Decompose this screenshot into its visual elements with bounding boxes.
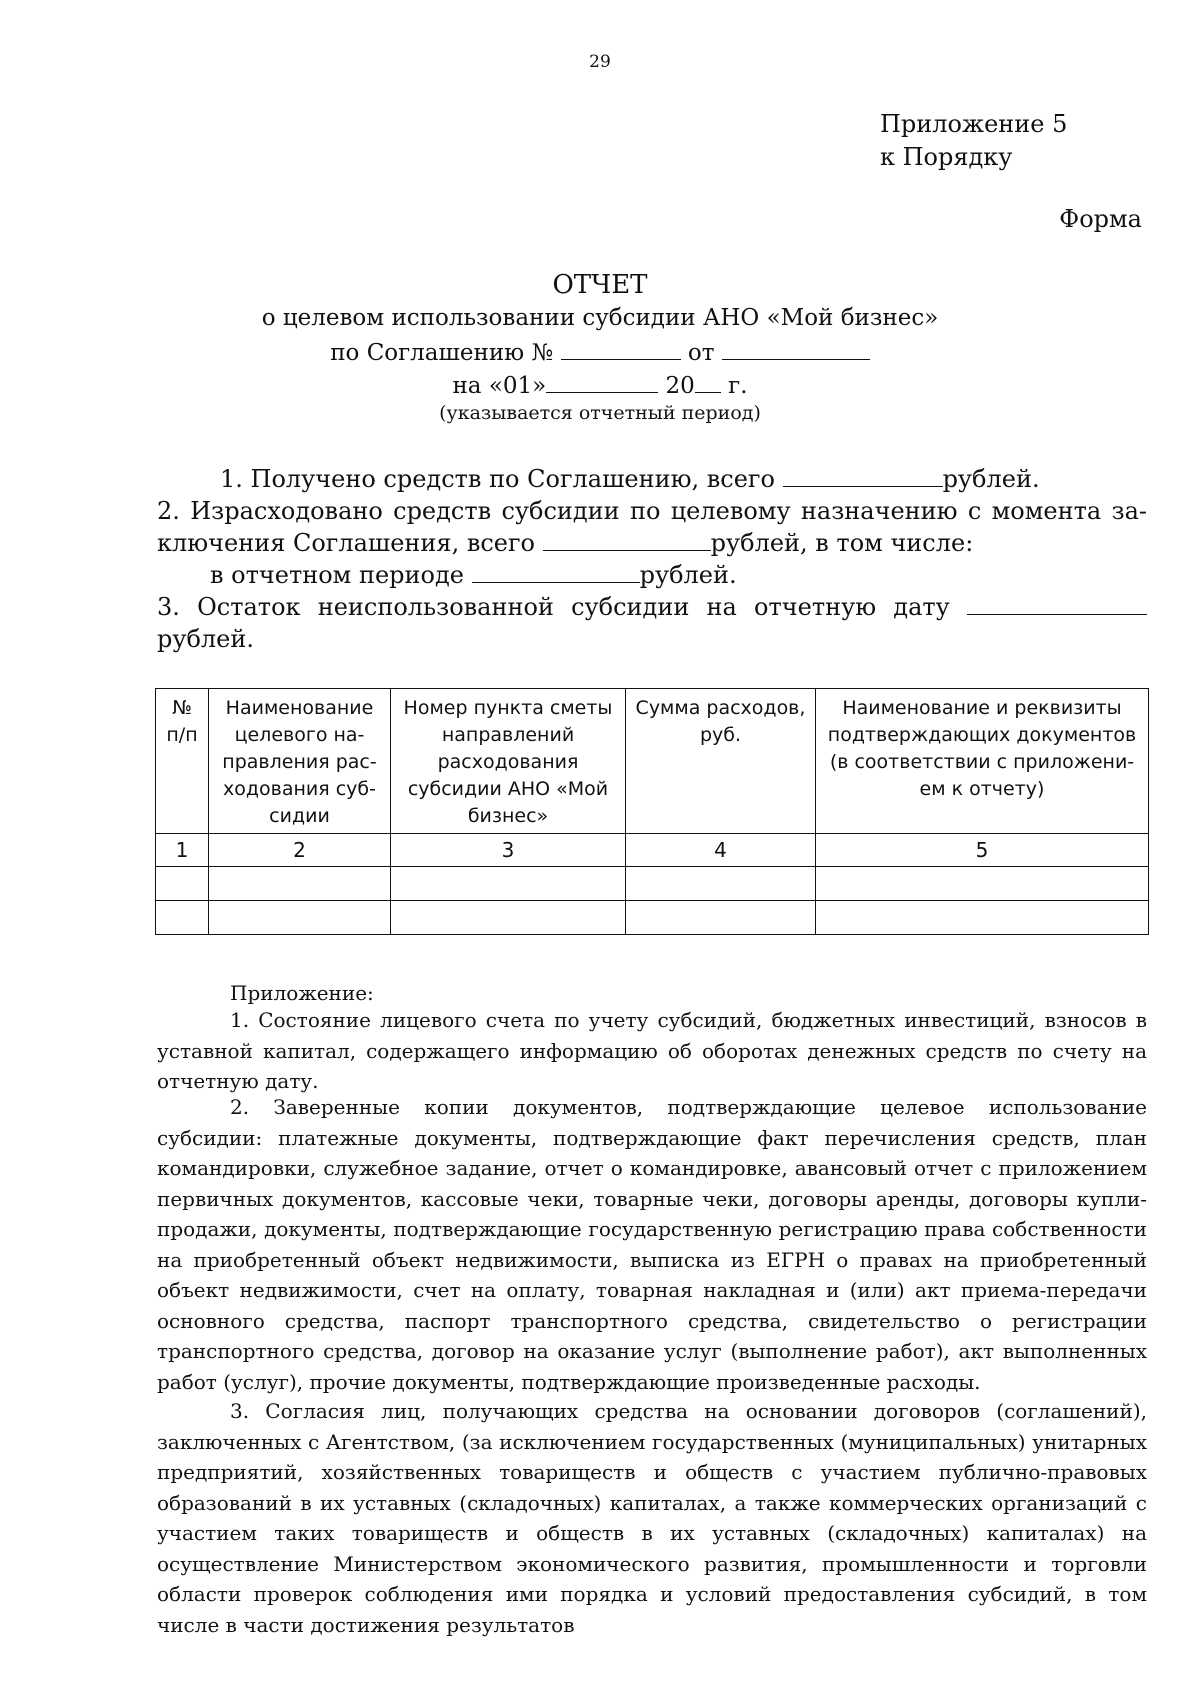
date-prefix: на «01» [452, 373, 547, 399]
report-date-line [0, 372, 1200, 399]
header-number: № п/п [156, 689, 209, 834]
table-cell[interactable] [156, 901, 209, 935]
agreement-line [0, 339, 1200, 366]
item-2-period-prefix: в отчетном периоде [210, 561, 464, 589]
item-3-text: 3. Остаток неиспользованной субсидии на отчетную дату [157, 593, 950, 621]
item-1-amount-field[interactable] [783, 466, 943, 487]
agreement-date-field[interactable] [722, 339, 870, 360]
period-note: (указывается отчетный период) [439, 402, 761, 424]
agreement-from: от [687, 340, 715, 366]
page-number: 29 [589, 52, 611, 72]
expense-table [155, 688, 1149, 935]
table-cell[interactable] [816, 901, 1149, 935]
table-header-row [156, 689, 1149, 834]
item-2-suffix: рублей, в том числе: [710, 529, 974, 557]
agreement-prefix: по Соглашению № [330, 340, 554, 366]
table-cell[interactable] [626, 867, 816, 901]
item-1-unit: рублей. [942, 465, 1040, 493]
column-number: 3 [391, 834, 626, 867]
table-cell[interactable] [391, 867, 626, 901]
item-3-amount-field[interactable] [967, 594, 1147, 615]
item-2-line-2 [157, 527, 973, 559]
appendix-item-3: 3. Согласия лиц, получающих средства на основании договоров (соглашений), заключенных с Агентством, (за исключением государственных (муниципальных) унитарных предприятий, хозяйственных товариществ и обществ с участием публично-правовых образований в их уставных (складочных) капиталах, а также коммерческих организаций с участием таких товариществ и обществ в их уставных (складочных) капиталах) на осуществление Министерством экономического развития, промышленности и торговли области проверок соблюдения ими порядка и условий предоставления субсидий, в том числе в части достижения результатов [157, 1399, 1147, 1637]
date-year-field[interactable] [695, 372, 721, 393]
agreement-number-field[interactable] [561, 339, 681, 360]
table-row [156, 901, 1149, 935]
column-number: 2 [209, 834, 391, 867]
appendix-reference [880, 108, 1067, 174]
date-suffix: г. [728, 373, 748, 399]
table-cell[interactable] [209, 867, 391, 901]
table-cell[interactable] [816, 867, 1149, 901]
item-1 [220, 463, 1040, 495]
item-2-prefix: ключения Соглашения, всего [157, 529, 535, 557]
appendix-item-1: 1. Состояние лицевого счета по учету субсидий, бюджетных инвестиций, взносов в уставной капитал, содержащего информацию об оборотах денежных средств по счету на отчетную дату. [157, 1008, 1147, 1093]
item-2-period-amount-field[interactable] [472, 562, 640, 583]
column-number: 5 [816, 834, 1149, 867]
item-2-amount-field[interactable] [543, 530, 711, 551]
item-2-period [210, 559, 737, 591]
appendix-title: Приложение: [230, 981, 374, 1005]
item-1-text: 1. Получено средств по Соглашению, всего [220, 465, 775, 493]
header-estimate-item: Номер пункта сметы направлений расходования субсидии АНО «Мой бизнес» [391, 689, 626, 834]
header-direction: Наименование целевого на-правления рас-ходования суб-сидии [209, 689, 391, 834]
table-number-row [156, 834, 1149, 867]
item-2-line-1: 2. Израсходовано средств субсидии по целевому назначению с момента за- [157, 497, 1147, 525]
table-cell[interactable] [626, 901, 816, 935]
appendix-line-1: Приложение 5 [880, 110, 1068, 138]
table-cell[interactable] [391, 901, 626, 935]
table-row [156, 867, 1149, 901]
appendix-line-2: к Порядку [880, 143, 1013, 171]
table-cell[interactable] [209, 901, 391, 935]
column-number: 1 [156, 834, 209, 867]
date-month-field[interactable] [546, 372, 658, 393]
item-2-period-unit: рублей. [639, 561, 737, 589]
column-number: 4 [626, 834, 816, 867]
item-3-unit: рублей. [157, 625, 255, 653]
table-cell[interactable] [156, 867, 209, 901]
report-subtitle: о целевом использовании субсидии АНО «Мой бизнес» [261, 305, 939, 331]
appendix-item-2: 2. Заверенные копии документов, подтверждающие целевое использование субсидии: платежные документы, подтверждающие факт перечисления средств, план командировки, служебное задание, отчет о командировке, авансовый отчет с приложением первичных документов, кассовые чеки, товарные чеки, договоры аренды, договоры купли-продажи, документы, подтверждающие государственную регистрацию права собственности на приобретенный объект недвижимости, выписка из ЕГРН о правах на приобретенный объект недвижимости, счет на оплату, товарная накладная и (или) акт приема-передачи основного средства, паспорт транспортного средства, свидетельство о регистрации транспортного средства, договор на оказание услуг (выполнение работ), акт выполненных работ (услуг), прочие документы, подтверждающие произведенные расходы. [157, 1095, 1147, 1394]
item-3-line-1 [157, 591, 1147, 623]
form-label: Форма [1059, 205, 1142, 233]
date-year: 20 [665, 373, 695, 399]
header-amount: Сумма расходов, руб. [626, 689, 816, 834]
report-title: ОТЧЕТ [552, 270, 648, 300]
header-documents: Наименование и реквизиты подтверждающих документов (в соответствии с приложени-ем к отчету) [816, 689, 1149, 834]
